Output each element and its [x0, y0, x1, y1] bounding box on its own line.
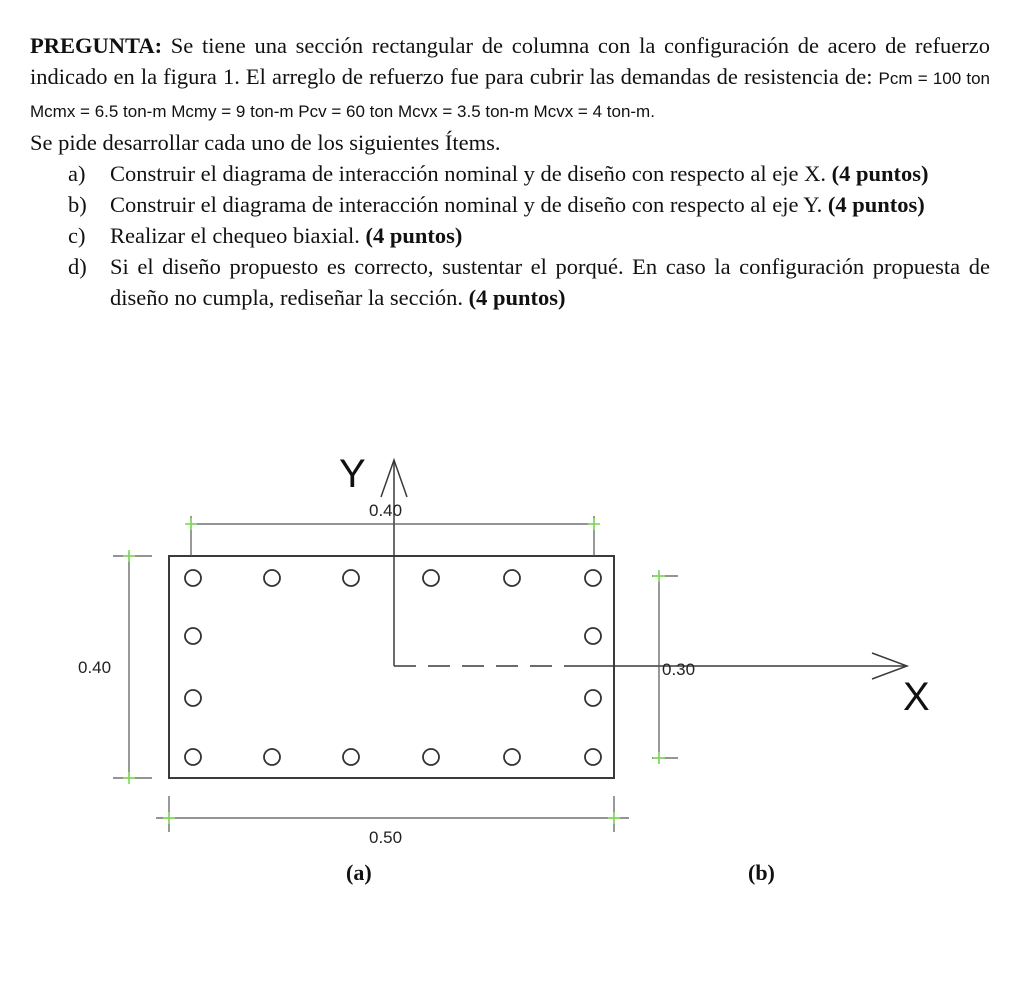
dimension-left — [113, 550, 152, 784]
item-text: Si el diseño propuesto es correcto, sustentar el porqué. En caso la configuración propuesta de diseño no cumpla, rediseñar la sección. — [110, 254, 990, 310]
item-text: Construir el diagrama de interacción nominal y de diseño con respecto al eje X. — [110, 161, 832, 186]
rebar-circle — [504, 749, 520, 765]
dimension-top — [185, 516, 600, 556]
rebar-circle — [264, 570, 280, 586]
items-list — [30, 158, 990, 313]
dimension-left-label: 0.40 — [78, 658, 112, 677]
column-section-figure — [0, 440, 1032, 900]
rebar-circle — [264, 749, 280, 765]
y-axis-label: Y — [339, 452, 366, 496]
item-text: Construir el diagrama de interacción nominal y de diseño con respecto al eje Y. — [110, 192, 828, 217]
rebar-circle — [185, 749, 201, 765]
rebar-circle — [423, 749, 439, 765]
item-marker: c) — [68, 223, 86, 248]
item-points: (4 puntos) — [365, 223, 463, 248]
question-label: PREGUNTA: — [30, 33, 163, 58]
design-loads: Pcm = 100 ton Mcmx = 6.5 ton-m Mcmy = 9 ton-m Pcv = 60 ton Mcvx = 3.5 ton-m Mcvx = 4 ton-m. — [30, 69, 990, 121]
rebar-circle — [185, 628, 201, 644]
item-points: (4 puntos) — [827, 192, 925, 217]
item-marker: d) — [68, 254, 87, 279]
item-points: (4 puntos) — [831, 161, 929, 186]
dimension-right-label: 0.30 — [662, 660, 696, 679]
item-b — [30, 189, 990, 220]
caption-a: (a) — [346, 860, 372, 885]
item-marker: a) — [68, 161, 86, 186]
item-a — [30, 158, 990, 189]
item-d — [30, 251, 990, 313]
question-intro: Se tiene una sección rectangular de columna con la configuración de acero de refuerzo indicado en la figura 1. El arreglo de refuerzo fue para cubrir las demandas de resistencia de: — [30, 33, 990, 89]
item-text: Realizar el chequeo biaxial. — [110, 223, 366, 248]
question-block — [30, 30, 990, 313]
rebar-circle — [585, 570, 601, 586]
rebar-circle — [343, 570, 359, 586]
rebar-circle — [185, 570, 201, 586]
rebar-circle — [185, 690, 201, 706]
item-c — [30, 220, 990, 251]
rebar-circle — [585, 690, 601, 706]
rebar-circle — [585, 749, 601, 765]
item-points: (4 puntos) — [468, 285, 566, 310]
rebar-circle — [343, 749, 359, 765]
question-instruction: Se pide desarrollar cada uno de los siguientes Ítems. — [30, 130, 501, 155]
rebar-circle — [423, 570, 439, 586]
dimension-bottom-label: 0.50 — [369, 828, 403, 847]
y-axis — [381, 460, 407, 666]
dimension-bottom — [156, 796, 629, 832]
x-axis-label: X — [903, 675, 930, 719]
item-marker: b) — [68, 192, 87, 217]
rebar-group — [185, 570, 601, 765]
rebar-circle — [585, 628, 601, 644]
question-statement — [30, 30, 990, 127]
column-section-outline — [169, 556, 614, 778]
dimension-top-label: 0.40 — [369, 501, 403, 520]
rebar-circle — [504, 570, 520, 586]
caption-b: (b) — [748, 860, 775, 885]
x-axis — [394, 653, 907, 679]
